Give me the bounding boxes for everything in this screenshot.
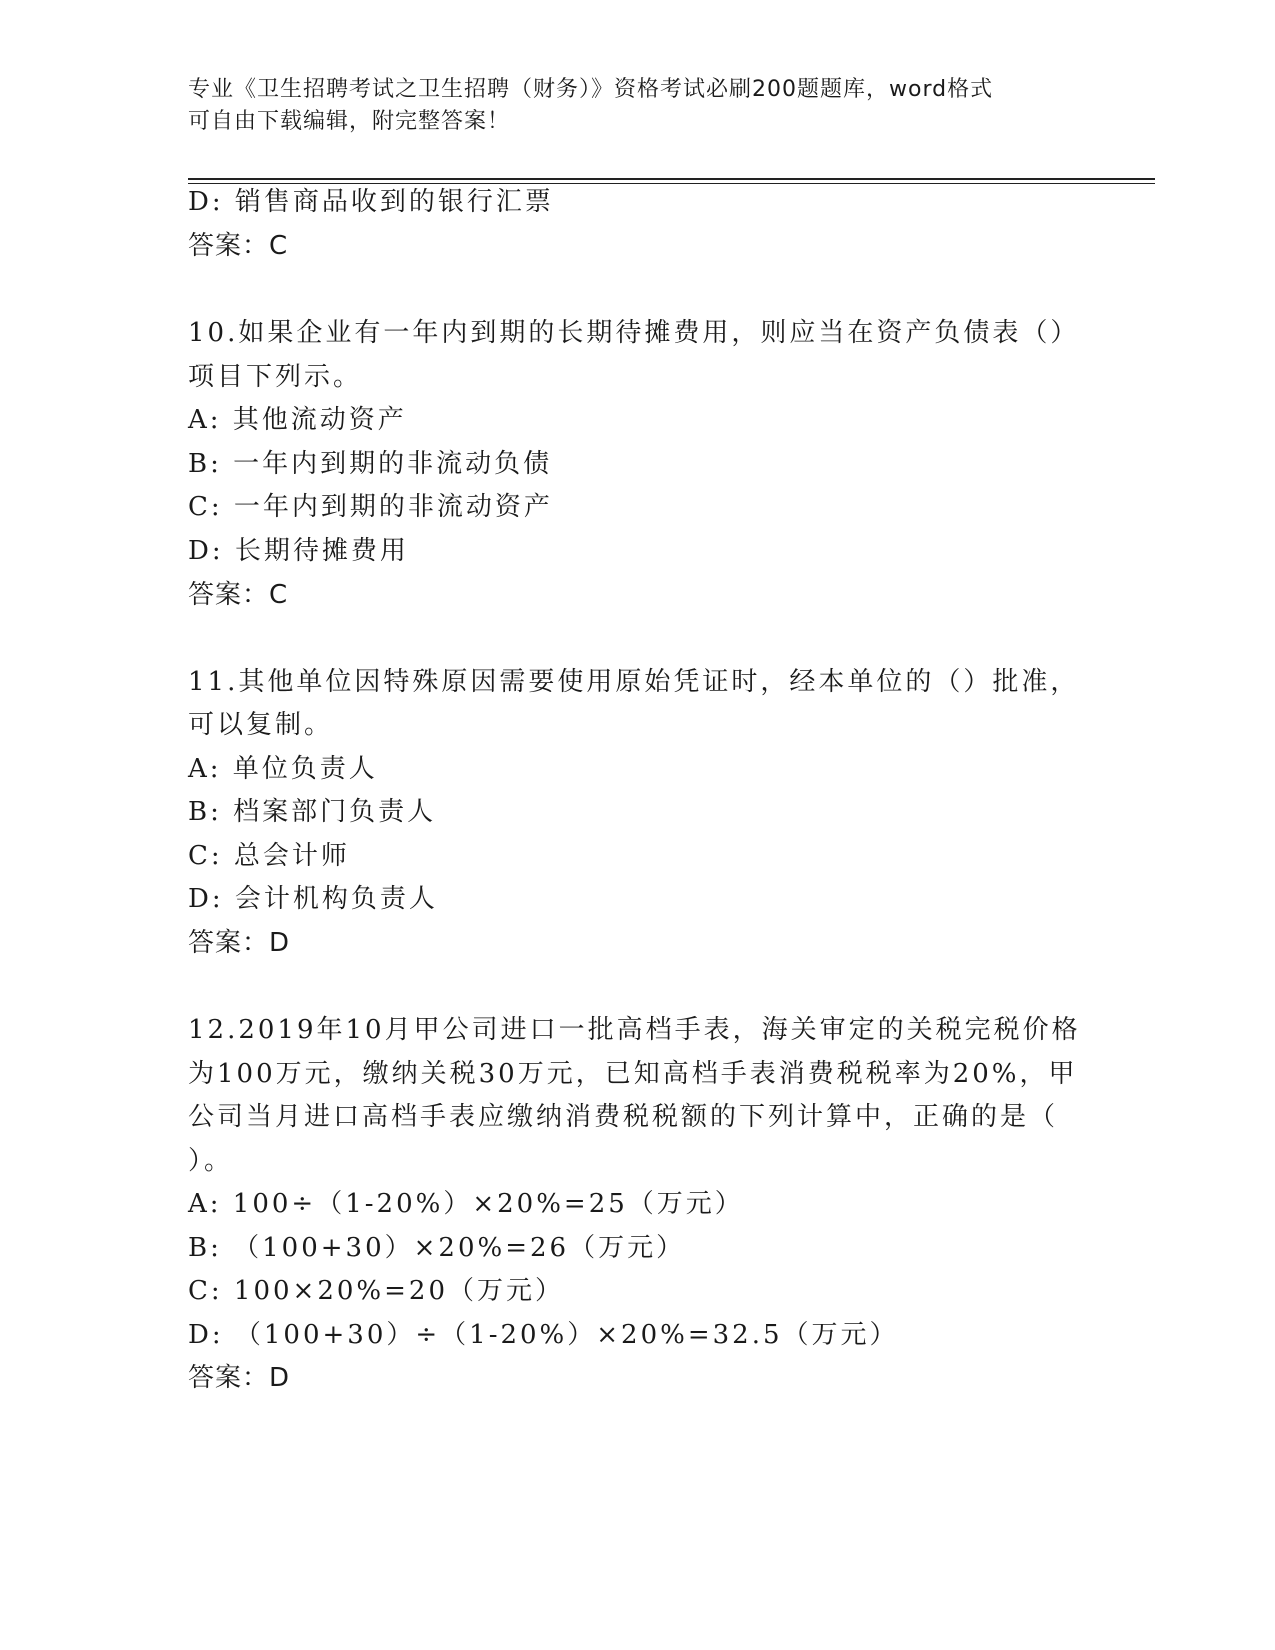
q12-stem-line-1: 12.2019年10月甲公司进口一批高档手表，海关审定的关税完税价格 xyxy=(188,1015,1081,1045)
q11-option-c: C: 总会计师 xyxy=(188,841,350,871)
q10-option-d: D: 长期待摊费用 xyxy=(188,536,409,566)
q11-answer: 答案：D xyxy=(188,928,291,958)
q10-option-c: C: 一年内到期的非流动资产 xyxy=(188,492,553,522)
q11-stem-line-1: 11.其他单位因特殊原因需要使用原始凭证时，经本单位的（）批准， xyxy=(188,667,1080,697)
q12-stem-line-4: ）。 xyxy=(188,1146,234,1176)
header-divider-thick xyxy=(188,178,1155,180)
q12-option-c: C: 100×20%=20（万元） xyxy=(188,1276,564,1306)
q11-option-d: D: 会计机构负责人 xyxy=(188,884,438,914)
q10-option-b: B: 一年内到期的非流动负债 xyxy=(188,449,553,479)
q12-option-d: D: （100+30）÷（1-20%）×20%=32.5（万元） xyxy=(188,1320,899,1350)
q10-stem-line-2: 项目下列示。 xyxy=(188,362,363,392)
q12-stem-line-3: 公司当月进口高档手表应缴纳消费税税额的下列计算中，正确的是（ xyxy=(188,1102,1059,1132)
header-divider-thin xyxy=(188,183,1155,184)
q11-option-a: A: 单位负责人 xyxy=(188,754,378,784)
q10-answer: 答案：C xyxy=(188,580,289,610)
q12-option-a: A: 100÷（1-20%）×20%=25（万元） xyxy=(188,1189,744,1219)
document-header xyxy=(188,74,1088,138)
header-line-2: 可自由下载编辑，附完整答案！ xyxy=(188,109,511,134)
q11-stem-line-2: 可以复制。 xyxy=(188,710,334,740)
q10-option-a: A: 其他流动资产 xyxy=(188,405,407,435)
q12-option-b: B: （100+30）×20%=26（万元） xyxy=(188,1233,686,1263)
q10-stem-line-1: 10.如果企业有一年内到期的长期待摊费用，则应当在资产负债表（） xyxy=(188,318,1080,348)
header-line-1: 专业《卫生招聘考试之卫生招聘（财务）》资格考试必刷200题题库，word格式 xyxy=(188,77,994,102)
q12-stem-line-2: 为100万元，缴纳关税30万元，已知高档手表消费税税率为20%，甲 xyxy=(188,1059,1078,1089)
q11-option-b: B: 档案部门负责人 xyxy=(188,797,437,827)
q12-answer: 答案：D xyxy=(188,1363,291,1393)
q9-answer: 答案：C xyxy=(188,231,289,261)
q9-option-d: D: 销售商品收到的银行汇票 xyxy=(188,187,554,217)
